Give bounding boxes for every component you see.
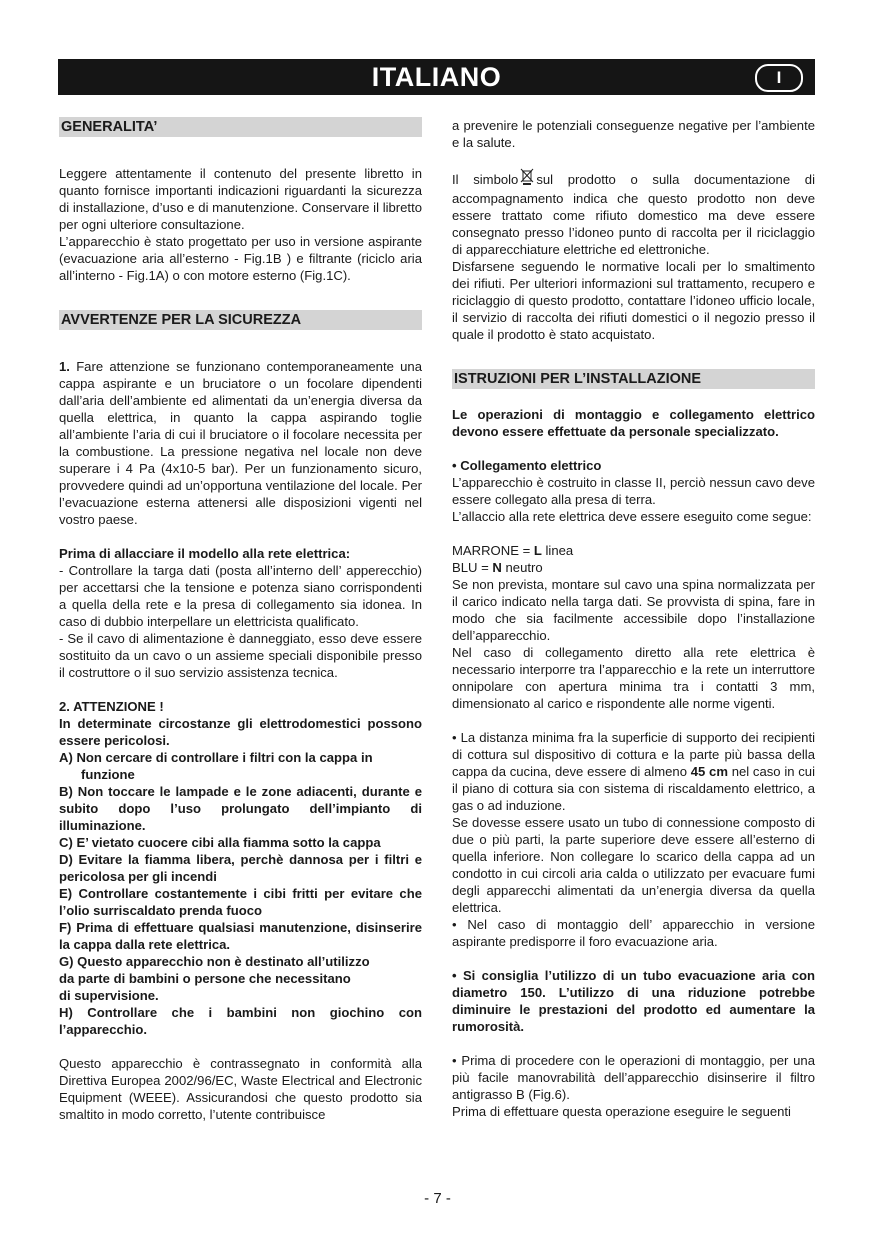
text: neutro: [501, 560, 543, 575]
text: nel caso in cui il piano di cottura sia con sistema di riscaldamento elettrico, a gas o ad induzione.: [452, 764, 815, 813]
paragraph: Se non prevista, montare sul cavo una spina normalizzata per il carico indicato nella targa dati. Se provvista di spina, fare in modo che sia facilmente accessibile dopo l’installazione dell’apparecchio.: [452, 577, 815, 643]
safety-item-1: [59, 358, 422, 528]
text: Il simbolo: [452, 172, 519, 187]
right-column: [452, 117, 815, 1120]
attention-item: B) Non toccare le lampade e le zone adiacenti, durante e subito dopo l’uso prolungato dell’impianto di illuminazione.: [59, 784, 422, 833]
wire-brown: [452, 542, 815, 559]
section-heading-generalita: GENERALITA’: [59, 117, 422, 137]
language-banner: [58, 59, 815, 95]
paragraph: • Prima di procedere con le operazioni di montaggio, per una più facile manovrabilità dell’apparecchio disinserire il filtro antigrasso B (Fig.6).: [452, 1053, 815, 1102]
left-column: [59, 117, 422, 1123]
paragraph: • Nel caso di montaggio dell’ apparecchio in versione aspirante predisporre il foro evacuazione aria.: [452, 917, 815, 949]
paragraph: Questo apparecchio è contrassegnato in conformità alla Direttiva Europea 2002/96/EC, Waste Electrical and Electronic Equipment (WEEE). Assicurandosi che questo prodotto sia smaltito in modo corretto, l’utente contribuisce: [59, 1056, 422, 1122]
paragraph: L’apparecchio è stato progettato per uso in versione aspirante (evacuazione aria all’esterno - Fig.1B ) e filtrante (riciclo aria all’interno - Fig.1A) o con motore esterno (Fig.1C).: [59, 234, 422, 283]
section-heading-installation: ISTRUZIONI PER L’INSTALLAZIONE: [452, 369, 815, 389]
paragraph: Prima di effettuare questa operazione eseguire le seguenti: [452, 1104, 791, 1119]
attention-title: 2. ATTENZIONE !: [59, 699, 164, 714]
subheading: Prima di allacciare il modello alla rete elettrica:: [59, 546, 351, 561]
attention-item: C) E’ vietato cuocere cibi alla fiamma sotto la cappa: [59, 835, 381, 850]
paragraph: - Controllare la targa dati (posta all’interno dell’ apperecchio) per accettarsi che la tensione e potenza siano corrispondenti a quella della rete e la presa di collegamento sia idonea. In caso di dubbio interpellare un elettricista qualificato.: [59, 563, 422, 629]
paragraph: [452, 729, 815, 814]
attention-item: G) Questo apparecchio non è destinato all’utilizzo: [59, 954, 370, 969]
text: MARRONE =: [452, 543, 534, 558]
attention-item: da parte di bambini o persone che necessitano: [59, 971, 351, 986]
attention-item: E) Controllare costantemente i cibi fritti per evitare che l’olio surriscaldato prenda fuoco: [59, 886, 422, 918]
page-number: - 7 -: [424, 1190, 451, 1207]
paragraph-bold: Le operazioni di montaggio e collegamento elettrico devono essere effettuate da personale specializzato.: [452, 407, 815, 439]
crossed-bin-icon: [520, 168, 534, 190]
paragraph-bold: • Si consiglia l’utilizzo di un tubo evacuazione aria con diametro 150. L’utilizzo di una riduzione potrebbe diminuire le prestazioni del prodotto ed aumentare la rumorosità.: [452, 968, 815, 1034]
text: N: [492, 560, 502, 575]
text: 45 cm: [690, 764, 728, 779]
attention-intro: In determinate circostanze gli elettrodomestici possono essere pericolosi.: [59, 716, 422, 748]
paragraph: Se dovesse essere usato un tubo di connessione composto di due o più parti, la parte superiore deve essere all’esterno di quella inferiore. Non collegare lo scarico della cappa ad un condotto in cui circoli aria calda o utilizzato per evacuare fumi degli apparecchi alimentati da un’energia diversa da quella elettrica.: [452, 815, 815, 915]
paragraph: Nel caso di collegamento diretto alla rete elettrica è necessario interporre tra l’apparecchio e la rete un interruttore onnipolare con apertura minima tra i contatti 3 mm, dimensionato al carico e rispondente alle norme vigenti.: [452, 645, 815, 711]
attention-item: D) Evitare la fiamma libera, perchè dannosa per i filtri e pericolosa per gli incendi: [59, 852, 422, 884]
attention-item: F) Prima di effettuare qualsiasi manutenzione, disinserire la cappa dalla rete elettrica.: [59, 920, 422, 952]
attention-item: H) Controllare che i bambini non giochino con l’apparecchio.: [59, 1005, 422, 1037]
paragraph: - Se il cavo di alimentazione è danneggiato, esso deve essere sostituito da un cavo o un assieme speciali disponibile presso il costruttore o il suo servizio assistenza tecnica.: [59, 631, 422, 680]
text: L: [533, 543, 542, 558]
weee-symbol-paragraph: [452, 168, 815, 258]
attention-item: A) Non cercare di controllare i filtri con la cappa in: [59, 750, 373, 765]
attention-item: funzione: [81, 767, 135, 782]
text: linea: [541, 543, 574, 558]
text: BLU =: [452, 560, 493, 575]
paragraph: Disfarsene seguendo le normative locali per lo smaltimento dei rifiuti. Per ulteriori informazioni sul trattamento, recupero e riciclaggio di questo prodotto, contattare l’idoneo ufficio locale, il servizio di raccolta dei rifiuti domestici o il negozio presso il quale il prodotto è stato acquistato.: [452, 259, 815, 342]
section-heading-safety: AVVERTENZE PER LA SICUREZZA: [59, 310, 422, 330]
item-text: Fare attenzione se funzionano contemporaneamente una cappa aspirante e un bruciatore o un focolare dipendenti dall’aria dell’ambiente ed alimentati da un’energia diversa da quella elettrica, in quanto la cappa aspirando toglie all’ambiente l’aria di cui il bruciatore o il focolare necessita per la combustione. La pressione negativa nel locale non deve superare i 4 Pa (4x10-5 bar). Per un funzionamento sicuro, provvedere quindi ad un’opportuna ventilazione del locale. Per l’evacuazione esterna attenersi alle disposizioni vigenti nel vostro paese.: [59, 359, 422, 527]
language-title: ITALIANO: [371, 62, 502, 92]
attention-item: di supervisione.: [59, 988, 159, 1003]
paragraph: L’apparecchio è costruito in classe II, perciò nessun cavo deve essere collegato alla presa di terra.: [452, 475, 815, 507]
subheading: • Collegamento elettrico: [452, 458, 602, 473]
text: sul prodotto o sulla documentazione di accompagnamento indica che questo prodotto non deve essere trattato come rifiuto domestico ma deve essere consegnato presso l’idoneo punto di raccolta per il riciclaggio di apparecchiature elettriche ed elettroniche.: [452, 172, 815, 257]
paragraph: a prevenire le potenziali conseguenze negative per l’ambiente e la salute.: [452, 118, 815, 150]
language-badge: I: [755, 64, 803, 92]
item-number: 1.: [59, 359, 70, 374]
paragraph: Leggere attentamente il contenuto del presente libretto in quanto fornisce importanti indicazioni riguardanti la sicurezza di installazione, d’uso e di manutenzione. Conservare il libretto per ogni ulteriore consultazione.: [59, 166, 422, 232]
wire-blue: [452, 559, 815, 576]
paragraph: L’allaccio alla rete elettrica deve essere eseguito come segue:: [452, 509, 812, 524]
text: • La distanza minima fra la superficie di supporto dei recipienti di cottura sul dispositivo di cottura e la parte più bassa della cappa da cucina, deve essere di almeno: [452, 730, 815, 779]
